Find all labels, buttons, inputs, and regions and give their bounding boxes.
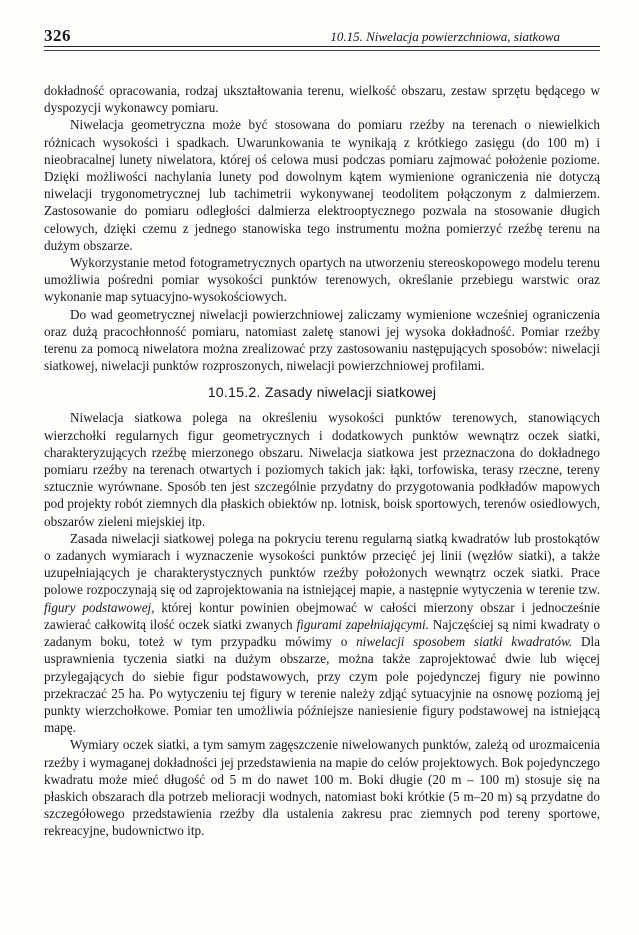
paragraph bbox=[44, 530, 600, 736]
paragraph-text: Zasada niwelacji siatkowej polega na pokryciu terenu regularną siatką kwadratów lub prostokątów o zadanych wymiarach i wyznaczenie wysokości punktów przecięć jej linii (węzłów siatki), a także uzupełniających je charakterystycznych punktów rzeźby położonych wewnątrz oczek siatki. Prace polowe rozpoczynają się od zaprojektowania na istniejącej mapie, a następnie wytyczenia w terenie tzw. bbox=[44, 530, 600, 598]
paragraph-text: której kontur powinien obejmować w całości mierzony obszar i jednocześnie zawierać całkowitą ilość oczek siatki zwanych bbox=[44, 599, 601, 632]
header-rule-thick bbox=[44, 46, 600, 47]
paragraph: dokładność opracowania, rodzaj ukształtowania terenu, wielkość obszaru, zestaw sprzętu będącego w dyspozycji wykonawcy pomiaru. bbox=[44, 83, 600, 116]
running-title: 10.15. Niwelacja powierzchniowa, siatkowa bbox=[330, 29, 560, 44]
header-rule-thin bbox=[44, 50, 600, 51]
paragraph: Niwelacja siatkowa polega na określeniu wysokości punktów terenowych, stanowiących wierzchołki regularnych figur geometrycznych i dodatkowych punktów wewnątrz oczek siatki, charakteryzujących rzeźbę mierzonego obszaru. Niwelacja siatkowa jest przeznaczona do dokładnego pomiaru rzeźby na terenach otwartych i poziomych takich jak: łąki, torfowiska, terasy rzeczne, tereny sztucznie wyrównane. Sposób ten jest szczególnie przydatny do przygotowania podkładów mapowych pod projekty robót ziemnych dla płaskich obiektów np. lotnisk, boisk sportowych, terenów osiedlowych, obszarów zieleni miejskiej itp. bbox=[44, 410, 600, 529]
italic-term: figurami zapełniającymi. bbox=[296, 616, 429, 632]
page-body bbox=[44, 82, 600, 840]
paragraph: Do wad geometrycznej niwelacji powierzchniowej zaliczamy wymienione wcześniej ograniczenia oraz dużą pracochłonność pomiaru, natomiast zaletę stanowi jej wysoka dokładność. Pomiar rzeźby terenu za pomocą niwelatora można zrealizować przy zastosowaniu następujących sposobów: niwelacji siatkowej, niwelacji punktów rozproszonych, niwelacji powierzchniowej profilami. bbox=[44, 306, 600, 374]
italic-term: figury podstawowej, bbox=[44, 599, 155, 615]
paragraph: Wymiary oczek siatki, a tym samym zagęszczenie niwelowanych punktów, zależą od urozmaicenia rzeźby i wymaganej dokładności jej przedstawienia na mapie do celów projektowych. Bok pojedynczego kwadratu może mieć długość od 5 m do nawet 100 m. Boki długie (20 m – 100 m) stosuje się na płaskich obszarach dla potrzeb melioracji wodnych, natomiast boki krótkie (5 m–20 m) są przydatne do szczegółowego przedstawienia rzeźby dla ustalenia zakresu prac ziemnych pod tereny sportowe, rekreacyjne, budownictwo itp. bbox=[44, 737, 600, 839]
page-number: 326 bbox=[44, 26, 71, 45]
italic-term: niwelacji sposobem siatki kwadratów. bbox=[356, 634, 573, 650]
paragraph-text: Najczęściej są nimi kwadraty o zadanym boku, toteż w tym przypadku mówimy o bbox=[44, 616, 600, 650]
paragraph: Niwelacja geometryczna może być stosowana do pomiaru rzeźby na terenach o niewielkich różnicach wysokości i spadkach. Uwarunkowania te wynikają z krótkiego zasięgu (do 100 m) i nieobracalnej lunety niwelatora, której oś celowa musi podczas pomiaru zajmować położenie poziome. Dzięki możliwości nachylania lunety pod dowolnym kątem wymienione ograniczenia nie dotyczą niwelacji trygonometrycznej lub tachimetrii wykonywanej teodolitem połączonym z dalmierzem. Zastosowanie do pomiaru odległości dalmierza elektrooptycznego pozwala na stosowanie długich celowych, dzięki czemu z jednego stanowiska tego instrumentu można pomierzyć rzeźbę terenu na dużym obszarze. bbox=[44, 117, 600, 253]
section-heading: 10.15.2. Zasady niwelacji siatkowej bbox=[207, 385, 437, 402]
page-header bbox=[44, 26, 600, 48]
paragraph: Wykorzystanie metod fotogrametrycznych opartych na utworzeniu stereoskopowego modelu terenu umożliwia pośredni pomiar wysokości punktów terenowych, określanie przebiegu warstwic oraz wykonanie map sytuacyjno-wysokościowych. bbox=[44, 255, 600, 305]
paragraph-text: Dla usprawnienia tyczenia siatki na dużym obszarze, można także zaprojektować dwie lub więcej przylegających do siebie figur podstawowych, przy czym pole pojedynczej figury nie powinno przekraczać 25 ha. Po wytyczeniu tej figury w terenie należy zdjąć sytuacyjnie na osnowę poziomą jej punkty wierzchołkowe. Pomiar ten umożliwia późniejsze naniesienie figury podstawowej na istniejącą mapę. bbox=[44, 634, 600, 736]
